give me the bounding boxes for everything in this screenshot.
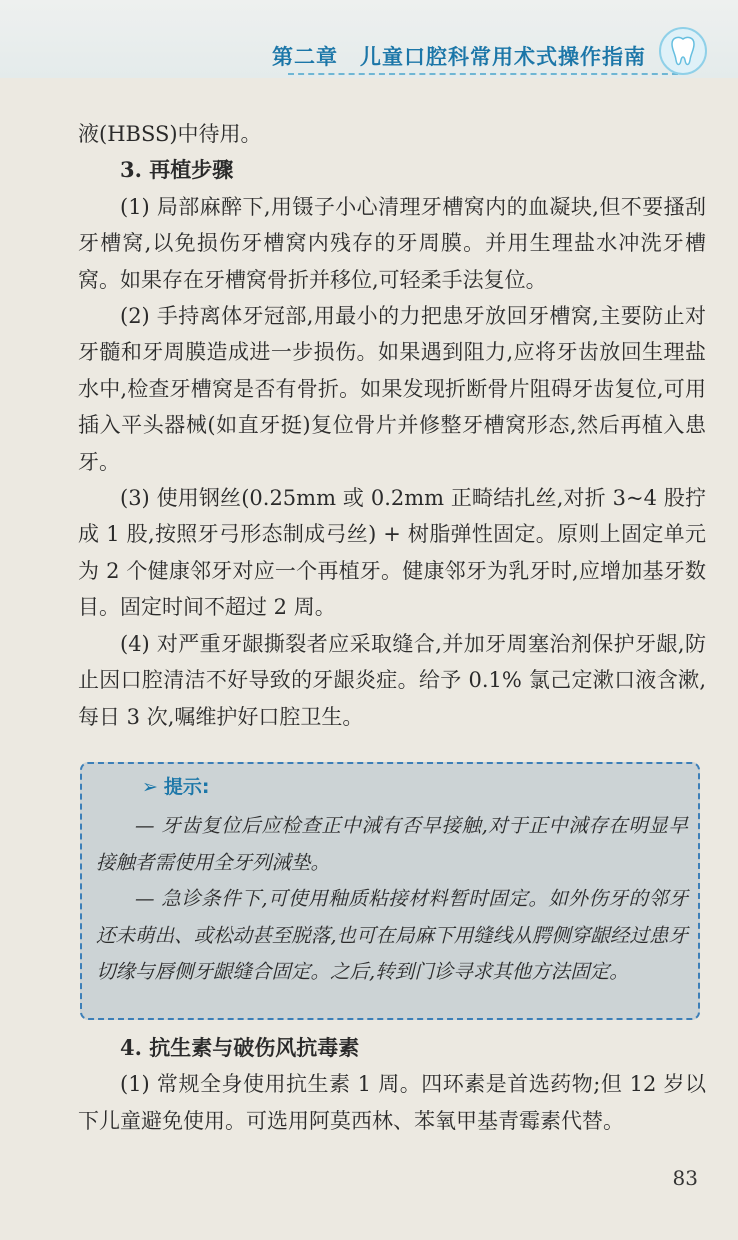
paragraph-step-1: (1) 局部麻醉下,用镊子小心清理牙槽窝内的血凝块,但不要搔刮牙槽窝,以免损伤牙槽窝内残存的牙周膜。并用生理盐水冲洗牙槽窝。如果存在牙槽窝骨折并移位,可轻柔手法复位。 [78,194,706,292]
tip-box [80,762,700,1020]
tip-item: — 急诊条件下,可使用釉质粘接材料暂时固定。如外伤牙的邻牙还未萌出、或松动甚至脱落,也可在局麻下用缝线从腭侧穿龈经过患牙切缘与唇侧牙龈缝合固定。之后,转到门诊寻求其他方法固定。 [96,887,688,983]
tip-body [96,808,688,991]
page-number: 83 [672,1166,698,1190]
paragraph-continuation: 液(HBSS)中待用。 [78,122,262,146]
section-heading-3: 3. 再植步骤 [120,157,234,183]
body-text-lower [78,1030,706,1139]
tip-item: — 牙齿复位后应检查正中㳦有否早接触,对于正中㳦存在明显早接触者需使用全牙列㳦垫。 [96,814,688,874]
paragraph-antibiotics: (1) 常规全身使用抗生素 1 周。四环素是首选药物;但 12 岁以下儿童避免使用。可选用阿莫西林、苯氧甲基青霉素代替。 [78,1072,706,1133]
body-text [78,116,706,735]
tip-title [142,772,210,799]
running-header [0,0,738,78]
arrow-bullet-icon: ➢ [142,776,158,798]
section-heading-4: 4. 抗生素与破伤风抗毒素 [120,1035,360,1060]
paragraph-step-4: (4) 对严重牙龈撕裂者应采取缝合,并加牙周塞治剂保护牙龈,防止因口腔清洁不好导致的牙龈炎症。给予 0.1% 氯己定漱口液含漱,每日 3 次,嘱维护好口腔卫生。 [78,631,706,729]
header-dashed-rule [288,73,678,75]
tip-title-text: 提示: [163,776,210,798]
paragraph-step-2: (2) 手持离体牙冠部,用最小的力把患牙放回牙槽窝,主要防止对牙髓和牙周膜造成进一步损伤。如果遇到阻力,应将牙齿放回生理盐水中,检查牙槽窝是否有骨折。如果发现折断骨片阻碍牙齿复位,可用插入平头器械(如直牙挺)复位骨片并修整牙槽窝形态,然后再植入患牙。 [78,304,706,474]
chapter-title: 第二章 儿童口腔科常用术式操作指南 [272,45,646,69]
tooth-icon [658,26,708,76]
paragraph-step-3: (3) 使用钢丝(0.25mm 或 0.2mm 正畸结扎丝,对折 3~4 股拧成 1 股,按照牙弓形态制成弓丝) + 树脂弹性固定。原则上固定单元为 2 个健康邻牙对应一个再植牙。健康邻牙为乳牙时,应增加基牙数目。固定时间不超过 2 周。 [78,486,706,620]
